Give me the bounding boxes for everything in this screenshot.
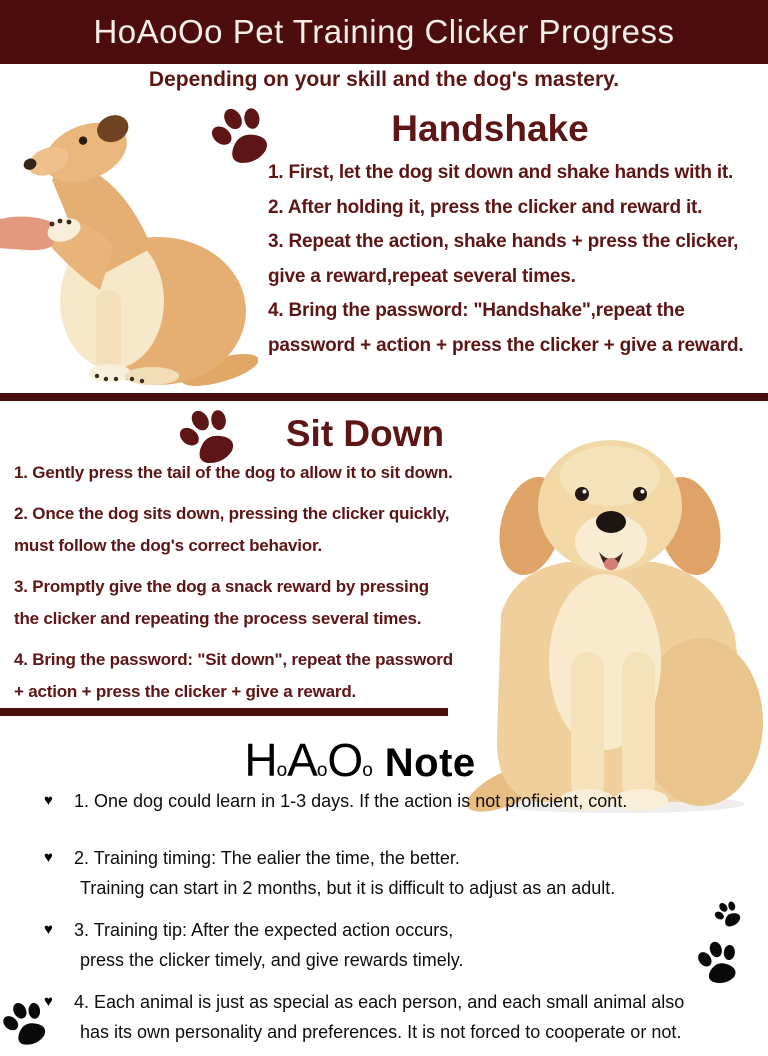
brand-letter-small: o: [362, 760, 373, 781]
note-item: [40, 786, 752, 816]
paw-icon: [0, 999, 50, 1048]
subtitle: Depending on your skill and the dog's mastery.: [148, 68, 620, 91]
sitdown-step-line: the clicker and repeating the process several times.: [14, 609, 422, 628]
brand-logo: [0, 733, 720, 787]
handshake-step-line: 1. First, let the dog sit down and shake hands with it.: [268, 162, 734, 183]
handshake-step-line: 2. After holding it, press the clicker and reward it.: [268, 196, 703, 218]
paw-icon: [207, 103, 275, 169]
sitdown-step-line: 4. Bring the password: "Sit down", repeat the password: [14, 650, 453, 669]
page-title: HoAoOo Pet Training Clicker Progress: [93, 13, 675, 50]
brand-letter-small: o: [276, 760, 288, 781]
brand-letter: O: [327, 734, 363, 786]
note-line: 1. One dog could learn in 1-3 days. If the action is not proficient, cont.: [74, 791, 628, 811]
note-item: [40, 915, 752, 975]
note-line: 3. Training tip: After the expected action occurs,: [74, 920, 454, 940]
brand-letter: A: [287, 734, 317, 786]
note-line: has its own personality and preferences. It is not forced to cooperate or not.: [80, 1022, 682, 1042]
sitdown-step-line: 1. Gently press the tail of the dog to allow it to sit down.: [14, 463, 453, 482]
heart-bullet-icon: ♥: [44, 921, 53, 938]
handshake-step-line: password + action + press the clicker + give a reward.: [268, 334, 744, 356]
header-band: [0, 0, 768, 64]
sitdown-step-line: + action + press the clicker + give a reward.: [14, 682, 357, 701]
sitdown-step-line: must follow the dog's correct behavior.: [14, 536, 322, 555]
note-section-title: Note: [384, 741, 476, 785]
section-divider: [0, 393, 768, 401]
note-item: [40, 843, 752, 903]
sitdown-step-line: 2. Once the dog sits down, pressing the clicker quickly,: [14, 504, 450, 523]
sitdown-step-line: 3. Promptly give the dog a snack reward by pressing: [14, 577, 429, 596]
handshake-section-title: Handshake: [391, 108, 589, 149]
handshake-step-line: 4. Bring the password: "Handshake",repeat the: [268, 300, 685, 321]
note-line: Training can start in 2 months, but it is difficult to adjust as an adult.: [80, 878, 616, 898]
heart-bullet-icon: ♥: [44, 849, 53, 866]
brand-letter: H: [244, 734, 277, 786]
sitdown-steps: [14, 457, 474, 708]
section-divider: [0, 708, 448, 716]
note-list: [40, 786, 752, 1047]
paw-icon: [693, 938, 744, 988]
heart-bullet-icon: ♥: [44, 792, 53, 809]
sitdown-section-title: Sit Down: [285, 413, 445, 454]
brand-letter-small: o: [316, 760, 328, 781]
handshake-step-line: 3. Repeat the action, shake hands + press the clicker,: [268, 231, 739, 252]
note-line: press the clicker timely, and give rewards timely.: [80, 950, 464, 970]
note-item: [40, 987, 752, 1047]
handshake-step-line: give a reward,repeat several times.: [268, 265, 576, 287]
heart-bullet-icon: ♥: [44, 993, 53, 1010]
handshake-steps: [268, 156, 768, 363]
note-line: 2. Training timing: The ealier the time, the better.: [74, 848, 460, 868]
note-line: 4. Each animal is just as special as each person, and each small animal also: [74, 992, 685, 1012]
